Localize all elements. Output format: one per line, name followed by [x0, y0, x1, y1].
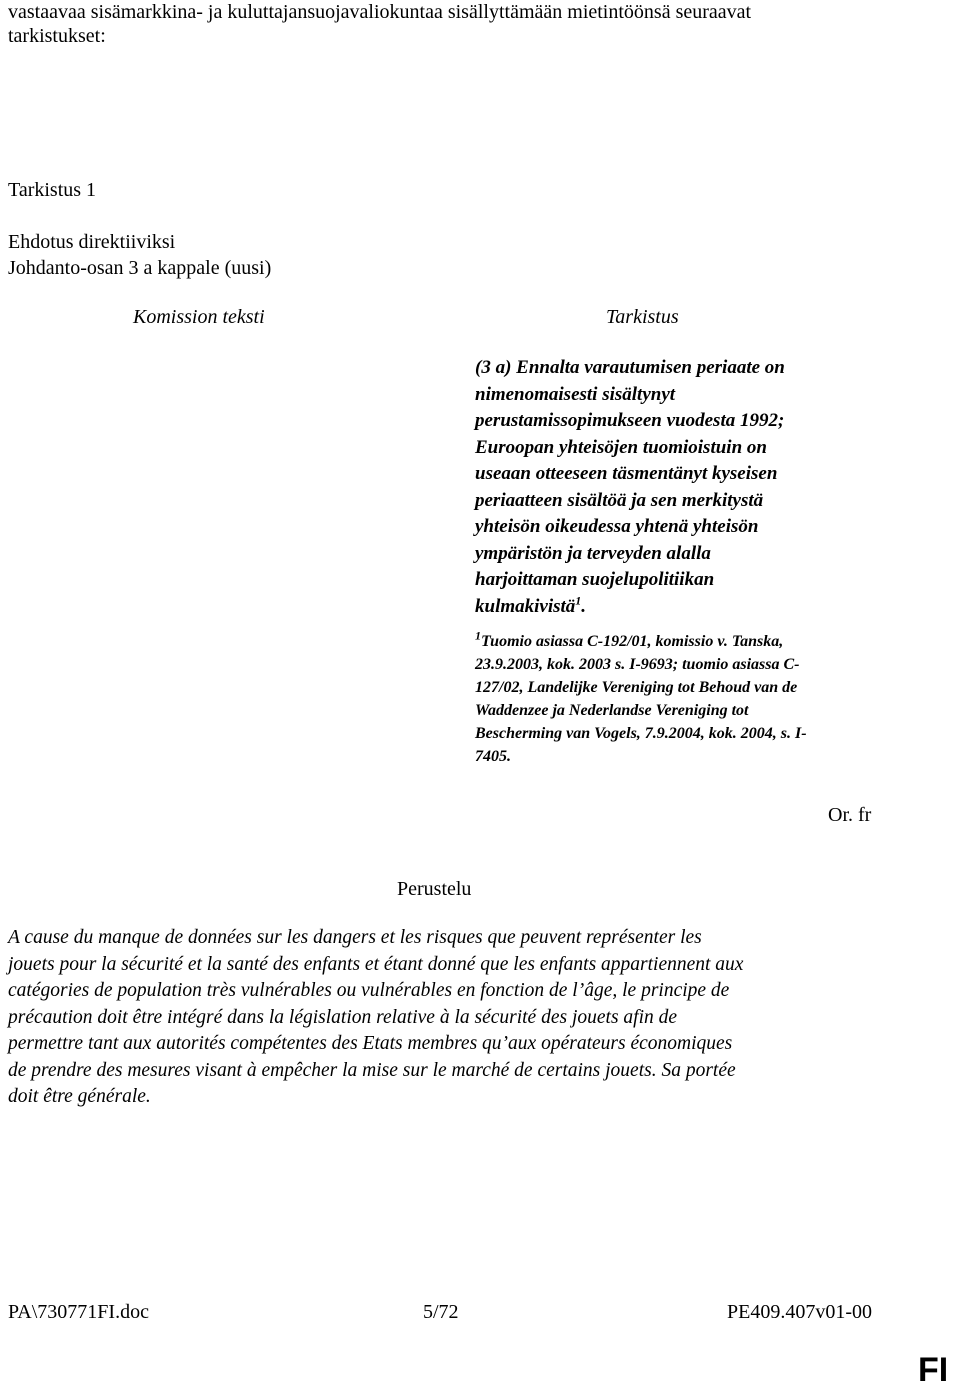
amendment-line-text: kulmakivistä [475, 595, 576, 617]
justification-line: doit être générale. [8, 1086, 151, 1107]
footnote [475, 630, 895, 768]
justification-line: précaution doit être intégré dans la législation relative à la sécurité des jouets afin de [8, 1006, 678, 1028]
amendment-line: nimenomaisesti sisältynyt [475, 383, 676, 405]
amendment-line: (3 a) Ennalta varautumisen periaate on [475, 357, 785, 378]
justification-heading: Perustelu [397, 878, 472, 900]
footnote-line: 127/02, Landelijke Vereniging tot Behoud van de [475, 679, 798, 696]
footnote-line: 7405. [475, 748, 511, 765]
commission-text-heading: Komission teksti [133, 306, 265, 328]
intro-line: tarkistukset: [8, 25, 106, 47]
intro-paragraph [8, 0, 938, 48]
amendment-title: Tarkistus 1 [8, 179, 97, 201]
justification-line: A cause du manque de données sur les dangers et les risques que peuvent représenter les [8, 927, 702, 948]
proposal-line: Johdanto-osan 3 a kappale (uusi) [8, 257, 272, 279]
proposal-heading [8, 229, 271, 281]
footnote-mark: 1 [475, 628, 481, 643]
footnote-line [475, 630, 895, 653]
footnote-line: 23.9.2003, kok. 2003 s. I-9693; tuomio asiassa C- [475, 656, 800, 673]
footnote-line: Bescherming van Vogels, 7.9.2004, kok. 2004, s. I- [475, 725, 807, 742]
footnote-reference: 1 [575, 593, 582, 608]
amendment-line: perustamissopimukseen vuodesta 1992; [475, 410, 785, 431]
amendment-line: ympäristön ja terveyden alalla [475, 542, 711, 564]
footer-page-number: 5/72 [423, 1301, 459, 1323]
justification-text [8, 925, 943, 1111]
original-language: Or. fr [828, 804, 872, 826]
amendment-line: harjoittaman suojelupolitiikan [475, 569, 715, 590]
footnote-line-text: Tuomio asiassa C-192/01, komissio v. Tanska, [481, 633, 784, 650]
amendment-column-heading: Tarkistus [606, 306, 679, 328]
justification-line: catégories de population très vulnérables ou vulnérables en fonction de l’âge, le principe de [8, 980, 730, 1001]
justification-line: de prendre des mesures visant à empêcher la mise sur le marché de certains jouets. Sa portée [8, 1059, 736, 1081]
amendment-line: useaan otteeseen täsmentänyt kyseisen [475, 463, 778, 484]
amendment-line: yhteisön oikeudessa yhtenä yhteisön [475, 516, 759, 537]
amendment-line: periaatteen sisältöä ja sen merkitystä [475, 489, 764, 511]
intro-line: vastaavaa sisämarkkina- ja kuluttajansuojavaliokuntaa sisällyttämään mietintöönsä seuraavat [8, 1, 752, 23]
footnote-line: Waddenzee ja Nederlandse Vereniging tot [475, 702, 749, 719]
footer-pe-ref: PE409.407v01-00 [727, 1301, 872, 1323]
justification-line: jouets pour la sécurité et la santé des enfants et étant donné que les enfants appartiennent aux [8, 953, 744, 975]
amendment-line: Euroopan yhteisöjen tuomioistuin on [475, 436, 767, 458]
language-code: FI [918, 1351, 949, 1389]
amendment-text [475, 355, 895, 620]
footer-doc-ref: PA\730771FI.doc [8, 1301, 149, 1323]
amendment-line-end: . [581, 595, 587, 617]
justification-line: permettre tant aux autorités compétentes des Etats membres qu’aux opérateurs économiques [8, 1033, 733, 1054]
proposal-line: Ehdotus direktiiviksi [8, 231, 176, 253]
amendment-line-last [475, 594, 895, 621]
